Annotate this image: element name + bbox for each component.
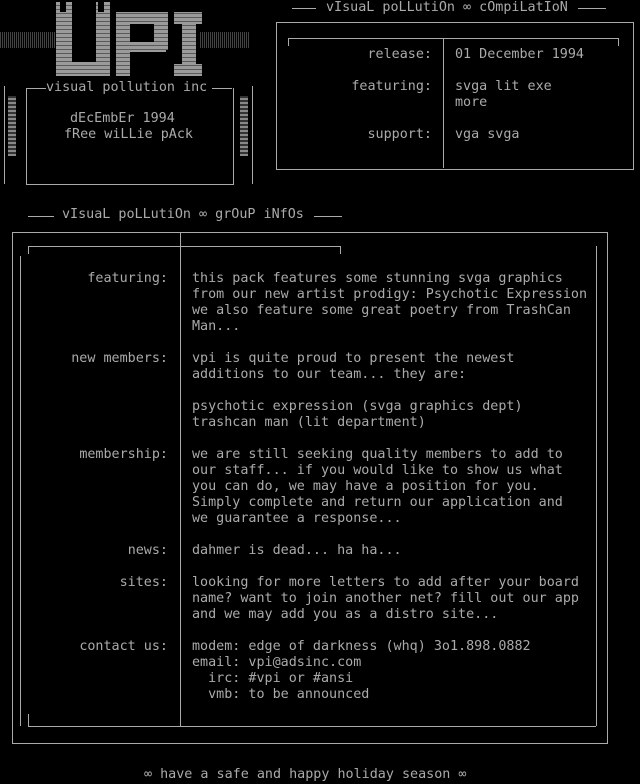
info-membership-label: membership: (79, 447, 168, 462)
info-box-left-inner (28, 246, 29, 254)
info-box-title: vIsuaL poLLutiOn ∞ grOuP iNfOs (62, 207, 304, 222)
left-bar-left (8, 96, 16, 156)
info-box-inner-bottom (28, 726, 596, 727)
info-box-far-left (20, 256, 21, 726)
vpi-logo-graphic (56, 2, 202, 76)
featuring-label: featuring: (351, 79, 432, 94)
header-pack: fRee wiLLie pAck (64, 127, 193, 142)
header-left-top-right (212, 88, 232, 89)
logo-shade-right (200, 32, 250, 48)
release-box-inner-top (288, 38, 618, 39)
left-deco-line-1 (4, 86, 5, 184)
info-contact-value: modem: edge of darkness (whq) 3o1.898.0882 email: vpi@adsinc.com irc: #vpi or #ansi vmb: to be announced (192, 639, 531, 702)
info-news-label: news: (127, 543, 168, 558)
release-value: 01 December 1994 (455, 47, 584, 62)
info-title-line-r (314, 216, 342, 217)
header-date: dEcEmbEr 1994 (70, 111, 175, 126)
info-sites-value: looking for more letters to add after your board name? want to join another net? fill out our app and we may add you as a distro site... (192, 575, 579, 622)
release-box-title: vIsuaL poLLutiOn ∞ cOmpiLatIoN (326, 0, 568, 15)
release-box-right-inner (618, 38, 619, 46)
left-deco-line-2 (252, 86, 253, 184)
release-box-divider (443, 38, 444, 168)
info-featuring-label: featuring: (87, 271, 168, 286)
info-news-value: dahmer is dead... ha ha... (192, 543, 402, 558)
info-box-right-inner (340, 246, 341, 254)
info-contact-label: contact us: (79, 639, 168, 654)
info-new-members-label: new members: (71, 351, 168, 366)
logo-shade-left (0, 32, 56, 48)
left-bar-right (240, 96, 248, 156)
info-title-line-l (28, 216, 54, 217)
info-box-divider (180, 232, 181, 726)
release-title-line-r (578, 8, 606, 9)
release-title-line-l (292, 8, 316, 9)
info-box-left-bottom (28, 714, 29, 726)
info-box-inner-top (28, 246, 340, 247)
info-featuring-value: this pack features some stunning svga graphics from our new artist prodigy: Psychotic Expression we also feature some great poetry from TrashCan Man... (192, 271, 588, 334)
release-label: release: (367, 47, 432, 62)
footer-message: ∞ have a safe and happy holiday season ∞ (144, 767, 467, 782)
support-label: support: (367, 127, 432, 142)
support-value: vga svga (455, 127, 520, 142)
header-left-top-left (26, 88, 46, 89)
featuring-value: svga lit exe more (455, 79, 552, 110)
vpi-logo (56, 2, 202, 76)
info-box-right-bottom (596, 246, 597, 726)
info-membership-value: we are still seeking quality members to add to our staff... if you would like to show us what you can do, we may have a position for you. Simply complete and return our application and we guarantee a response... (192, 447, 563, 526)
release-box-left-inner (288, 38, 289, 46)
header-left-title: visual pollution inc (46, 80, 208, 95)
info-new-members-value: vpi is quite proud to present the newest additions to our team... they are: psychotic expression (svga graphics dept) trashcan man (lit department) (192, 351, 523, 430)
info-sites-label: sites: (119, 575, 168, 590)
